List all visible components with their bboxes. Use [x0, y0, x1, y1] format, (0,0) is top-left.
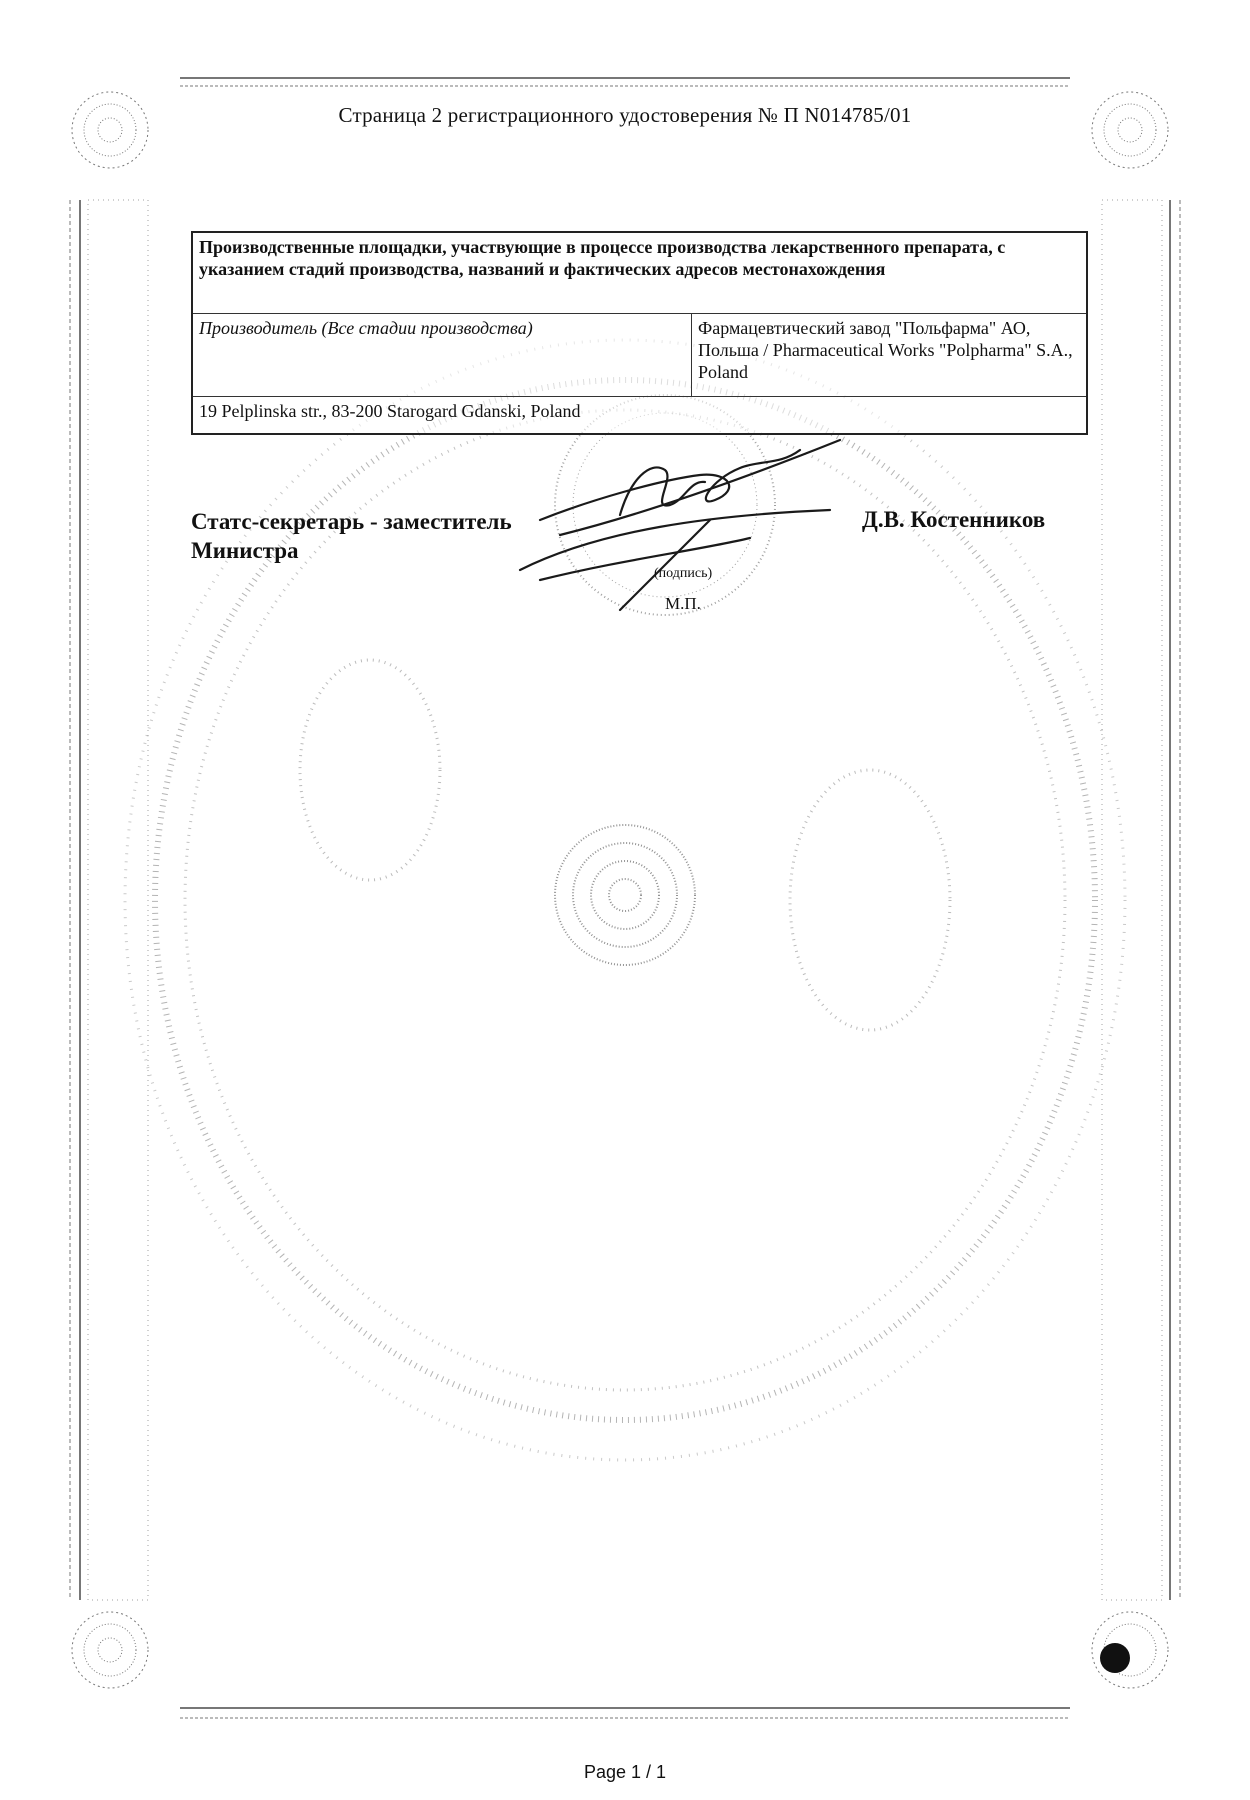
table-header-row: [193, 233, 1086, 313]
page-title: Страница 2 регистрационного удостоверения № П N014785/01: [338, 103, 912, 127]
page-number: Page 1 / 1: [583, 1762, 667, 1782]
handwritten-signature: [500, 420, 860, 620]
manufacturer-role-cell: Производитель (Все стадии производства): [193, 314, 692, 396]
table-row: [193, 396, 1086, 433]
signature-caption: (подпись): [654, 566, 713, 581]
hole-punch-dot: [1100, 1643, 1130, 1673]
table-row: [193, 313, 1086, 396]
center-rosette: [555, 825, 695, 965]
signer-position: Статс-секретарь - заместитель Министра: [191, 509, 512, 563]
stamp-caption: М.П.: [665, 594, 701, 613]
production-sites-table: [191, 231, 1088, 435]
signer-name: Д.В. Костенников: [862, 507, 1046, 532]
manufacturer-address-cell: 19 Pelplinska str., 83-200 Starogard Gdanski, Poland: [199, 401, 581, 421]
corner-rosette-bottom-left: [72, 1612, 148, 1688]
manufacturer-name-cell: Фармацевтический завод "Польфарма" АО, Польша / Pharmaceutical Works "Polpharma" S.A., Poland: [698, 318, 1073, 382]
table-header-cell: Производственные площадки, участвующие в процессе производства лекарственного препарата, с указанием стадий производства, названий и фактических адресов местонахождения: [199, 237, 1006, 279]
